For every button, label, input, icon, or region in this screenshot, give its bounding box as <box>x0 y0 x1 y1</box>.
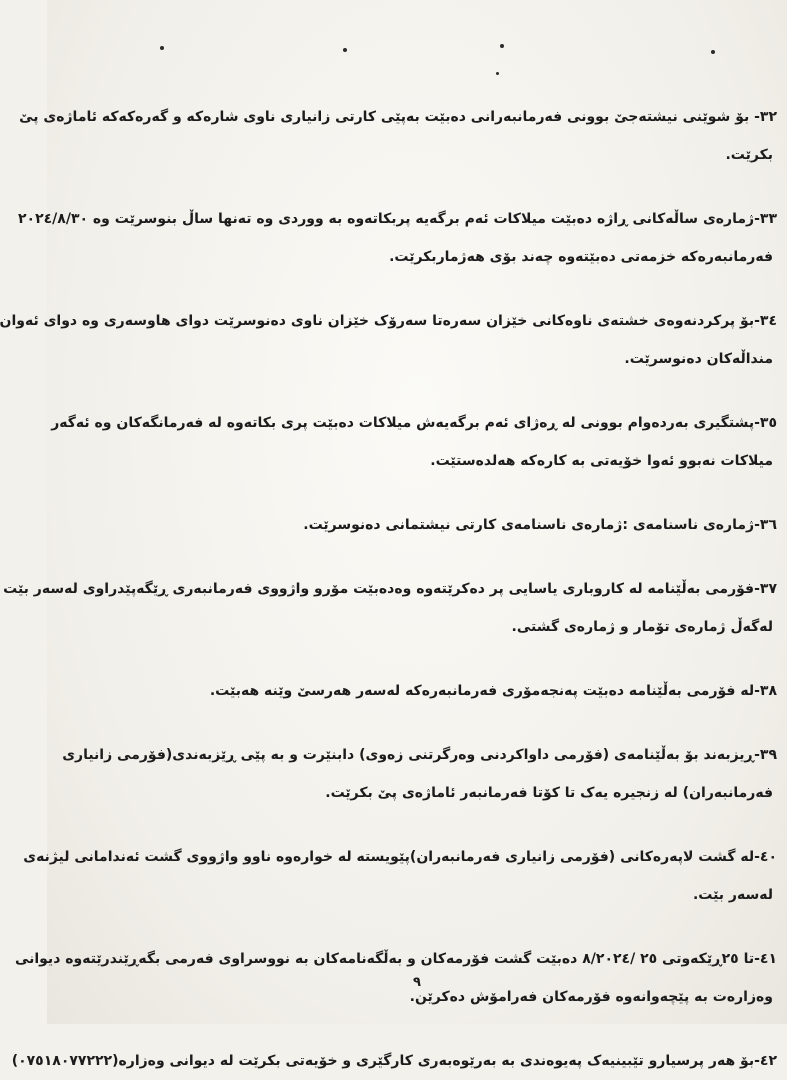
instruction-line: ٣٩-ڕیزبەند بۆ بەڵێنامەی (فۆرمی داواکردنی وەرگرتنی زەوی) دابنێرت و بە پێی ڕێزبەندی(فۆرمی زانیاری <box>62 747 777 763</box>
instruction-line: لەسەر بێت. <box>692 887 773 903</box>
instruction-line: فەرمانبەران) لە زنجیرە یەک تا کۆتا فەرمانبەر ئاماژەی پێ بکرێت. <box>325 785 773 801</box>
instruction-line: لەگەڵ ژمارەی تۆمار و ژمارەی گشتی. <box>511 619 773 635</box>
instruction-item-34 <box>0 302 777 378</box>
instruction-line: ٣٦-ژمارەی ناسنامەی :ژمارەی ناسنامەی کارتی نیشتمانی دەنوسرێت. <box>303 517 777 533</box>
instruction-line: ٣٤-بۆ پرکردنەوەی خشتەی ناوەکانی خێزان سەرەتا سەرۆک خێزان ناوی دەنوسرێت دوای هاوسەری وە دوای ئەوان <box>0 313 777 329</box>
scan-speck <box>160 46 164 50</box>
instruction-line: ٤٠-لە گشت لاپەرەکانی (فۆرمی زانیاری فەرمانبەران)پێویستە لە خوارەوە ناوو واژووی گشت ئەندامانی لیژنەی <box>23 849 777 865</box>
instruction-line: ٣٢- بۆ شوێنی نیشتەجێ بوونی فەرمانبەرانی دەبێت بەپێی کارتی زانیاری ناوی شارەکە و گەرەکەکە ئاماژەی پێ <box>19 109 777 125</box>
instructions-list <box>0 98 777 1080</box>
instruction-item-33 <box>18 200 777 276</box>
scan-speck <box>711 50 715 54</box>
instruction-line: ٣٧-فۆرمی بەڵێنامە لە کاروباری یاسایی پر دەکرێتەوە وەدەبێت مۆرو واژووی فەرمانبەری ڕێگەپێدراوی لەسەر بێت <box>3 581 777 597</box>
page-number: ٩ <box>413 975 421 990</box>
instruction-item-37 <box>3 570 777 646</box>
instruction-line: ٣٥-پشتگیری بەردەوام بوونی لە ڕەژای ئەم برگەیەش میلاکات دەبێت پری بکاتەوە لە فەرمانگەکان وە ئەگەر <box>51 415 777 431</box>
instruction-line: ٣٨-لە فۆرمی بەڵێنامە دەبێت پەنجەمۆری فەرمانبەرەکە لەسەر هەرسێ وێنە هەبێت. <box>209 683 777 699</box>
instruction-line: میلاکات نەبوو ئەوا خۆیەتی بە کارەکە هەلدەستێت. <box>430 453 773 469</box>
instruction-line: ٣٣-ژمارەی ساڵەکانی ڕاژە دەبێت میلاکات ئەم برگەیە پربکاتەوە بە ووردی وە تەنها ساڵ بنوسرێت وە ٢٠٢٤/٨/٣٠ <box>18 211 777 227</box>
instruction-line: منداڵەکان دەنوسرێت. <box>624 351 773 367</box>
instruction-line: بکرێت. <box>725 147 773 163</box>
instruction-line: فەرمانبەرەکە خزمەتی دەبێتەوە چەند بۆی هەژماربکرێت. <box>389 249 773 265</box>
instruction-line: وەزارەت بە پێچەوانەوە فۆرمەکان فەرامۆش دەکرێن. <box>409 989 773 1005</box>
instruction-item-39 <box>57 736 777 812</box>
instruction-item-42 <box>11 1042 777 1080</box>
instruction-item-36 <box>57 506 777 544</box>
instruction-item-32 <box>19 98 777 174</box>
instruction-item-38 <box>57 672 777 710</box>
scan-speck <box>496 72 499 75</box>
instruction-item-40 <box>23 838 777 914</box>
instruction-line: ٤١-تا ٢٥ڕێکەوتی ٢٥ /٨/٢٠٢٤ دەبێت گشت فۆرمەکان و بەڵگەنامەکان بە نووسراوی فەرمی بگەڕێندرێتەوە دیوانی <box>14 951 777 967</box>
instruction-item-35 <box>51 404 777 480</box>
scan-speck <box>343 48 347 52</box>
instruction-line: ٤٢-بۆ هەر پرسیارو تێبینیەک پەیوەندی بە بەرێوەبەری کارگێری و خۆیەتی بکرێت لە دیوانی وەزارە(٠٧٥١٨٠٧٧٢٢٢) <box>11 1053 777 1069</box>
scan-speck <box>500 44 504 48</box>
